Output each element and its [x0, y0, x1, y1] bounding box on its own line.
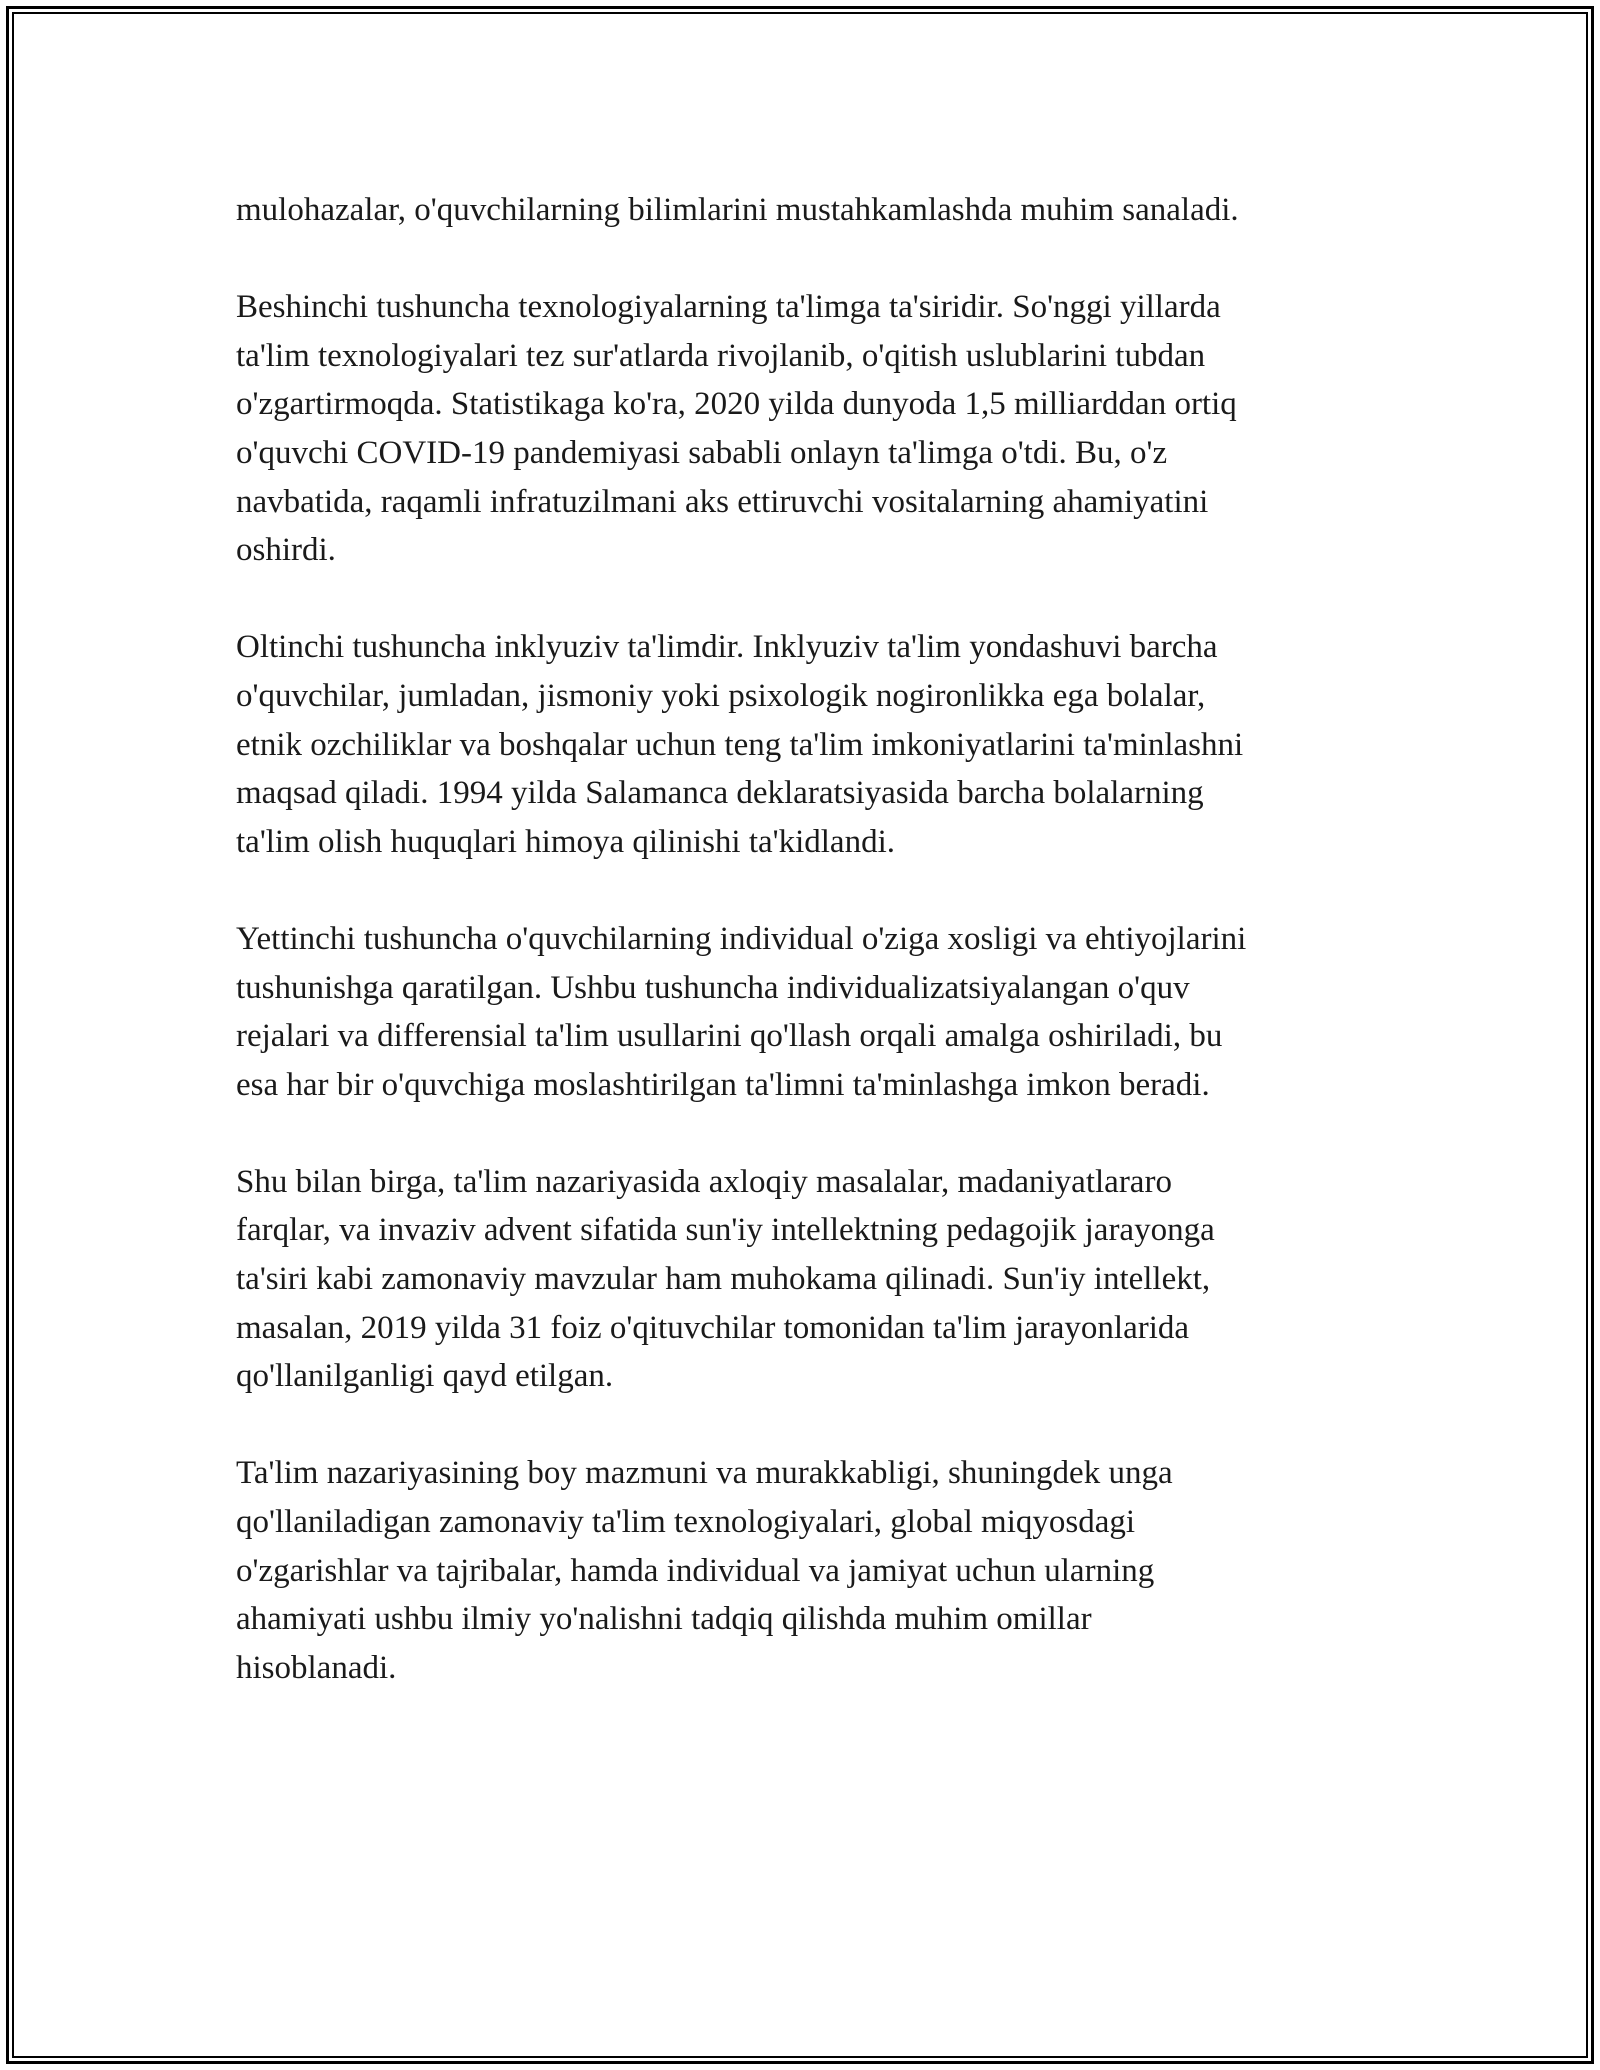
paragraph-4 — [236, 915, 1416, 1109]
text-line: qo'llanilganligi qayd etilgan. — [236, 1358, 614, 1395]
text-line: navbatida, raqamli infratuzilmani aks ettiruvchi vositalarning ahamiyatini — [236, 483, 1209, 520]
text-line: ta'lim texnologiyalari tez sur'atlarda rivojlanib, o'qitish uslublarini tubdan — [236, 337, 1206, 374]
paragraph-5 — [236, 1158, 1416, 1401]
paragraph-3 — [236, 623, 1416, 866]
text-line: tushunishga qaratilgan. Ushbu tushuncha individualizatsiyalangan o'quv — [236, 969, 1190, 1006]
text-line: ta'siri kabi zamonaviy mavzular ham muhokama qilinadi. Sun'iy intellekt, — [236, 1261, 1211, 1298]
text-line: oshirdi. — [236, 532, 336, 569]
document-body — [236, 186, 1416, 1741]
paragraph-6 — [236, 1449, 1416, 1692]
paragraph-2 — [236, 283, 1416, 575]
text-line: mulohazalar, o'quvchilarning bilimlarini mustahkamlashda muhim sanaladi. — [236, 192, 1239, 228]
text-line: Ta'lim nazariyasining boy mazmuni va murakkabligi, shuningdek unga — [236, 1455, 1173, 1492]
text-line: o'zgartirmoqda. Statistikaga ko'ra, 2020 yilda dunyoda 1,5 milliarddan ortiq — [236, 386, 1237, 423]
text-line: Shu bilan birga, ta'lim nazariyasida axloqiy masalalar, madaniyatlararo — [236, 1163, 1172, 1200]
text-line: masalan, 2019 yilda 31 foiz o'qituvchilar tomonidan ta'lim jarayonlarida — [236, 1309, 1190, 1346]
text-line: ta'lim olish huquqlari himoya qilinishi ta'kidlandi. — [236, 823, 896, 860]
text-line: o'quvchilar, jumladan, jismoniy yoki psixologik nogironlikka ega bolalar, — [236, 677, 1206, 714]
text-line: farqlar, va invaziv advent sifatida sun'iy intellektning pedagojik jarayonga — [236, 1212, 1215, 1249]
text-line: rejalari va differensial ta'lim usullarini qo'llash orqali amalga oshiriladi, bu — [236, 1018, 1223, 1055]
text-line: maqsad qiladi. 1994 yilda Salamanca deklaratsiyasida barcha bolalarning — [236, 775, 1204, 812]
text-line: esa har bir o'quvchiga moslashtirilgan ta'limni ta'minlashga imkon beradi. — [236, 1066, 1210, 1103]
text-line: qo'llaniladigan zamonaviy ta'lim texnologiyalari, global miqyosdagi — [236, 1504, 1136, 1541]
text-line: hisoblanadi. — [236, 1649, 397, 1686]
text-line: etnik ozchiliklar va boshqalar uchun teng ta'lim imkoniyatlarini ta'minlashni — [236, 726, 1244, 763]
paragraph-1 — [236, 186, 1416, 235]
text-line: o'quvchi COVID-19 pandemiyasi sababli onlayn ta'limga o'tdi. Bu, o'z — [236, 434, 1168, 471]
text-line: ahamiyati ushbu ilmiy yo'nalishni tadqiq qilishda muhim omillar — [236, 1601, 1092, 1638]
text-line: Beshinchi tushuncha texnologiyalarning ta'limga ta'siridir. So'nggi yillarda — [236, 289, 1221, 326]
text-line: o'zgarishlar va tajribalar, hamda individual va jamiyat uchun ularning — [236, 1552, 1155, 1589]
text-line: Yettinchi tushuncha o'quvchilarning individual o'ziga xosligi va ehtiyojlarini — [236, 920, 1247, 957]
text-line: Oltinchi tushuncha inklyuziv ta'limdir. Inklyuziv ta'lim yondashuvi barcha — [236, 629, 1218, 666]
